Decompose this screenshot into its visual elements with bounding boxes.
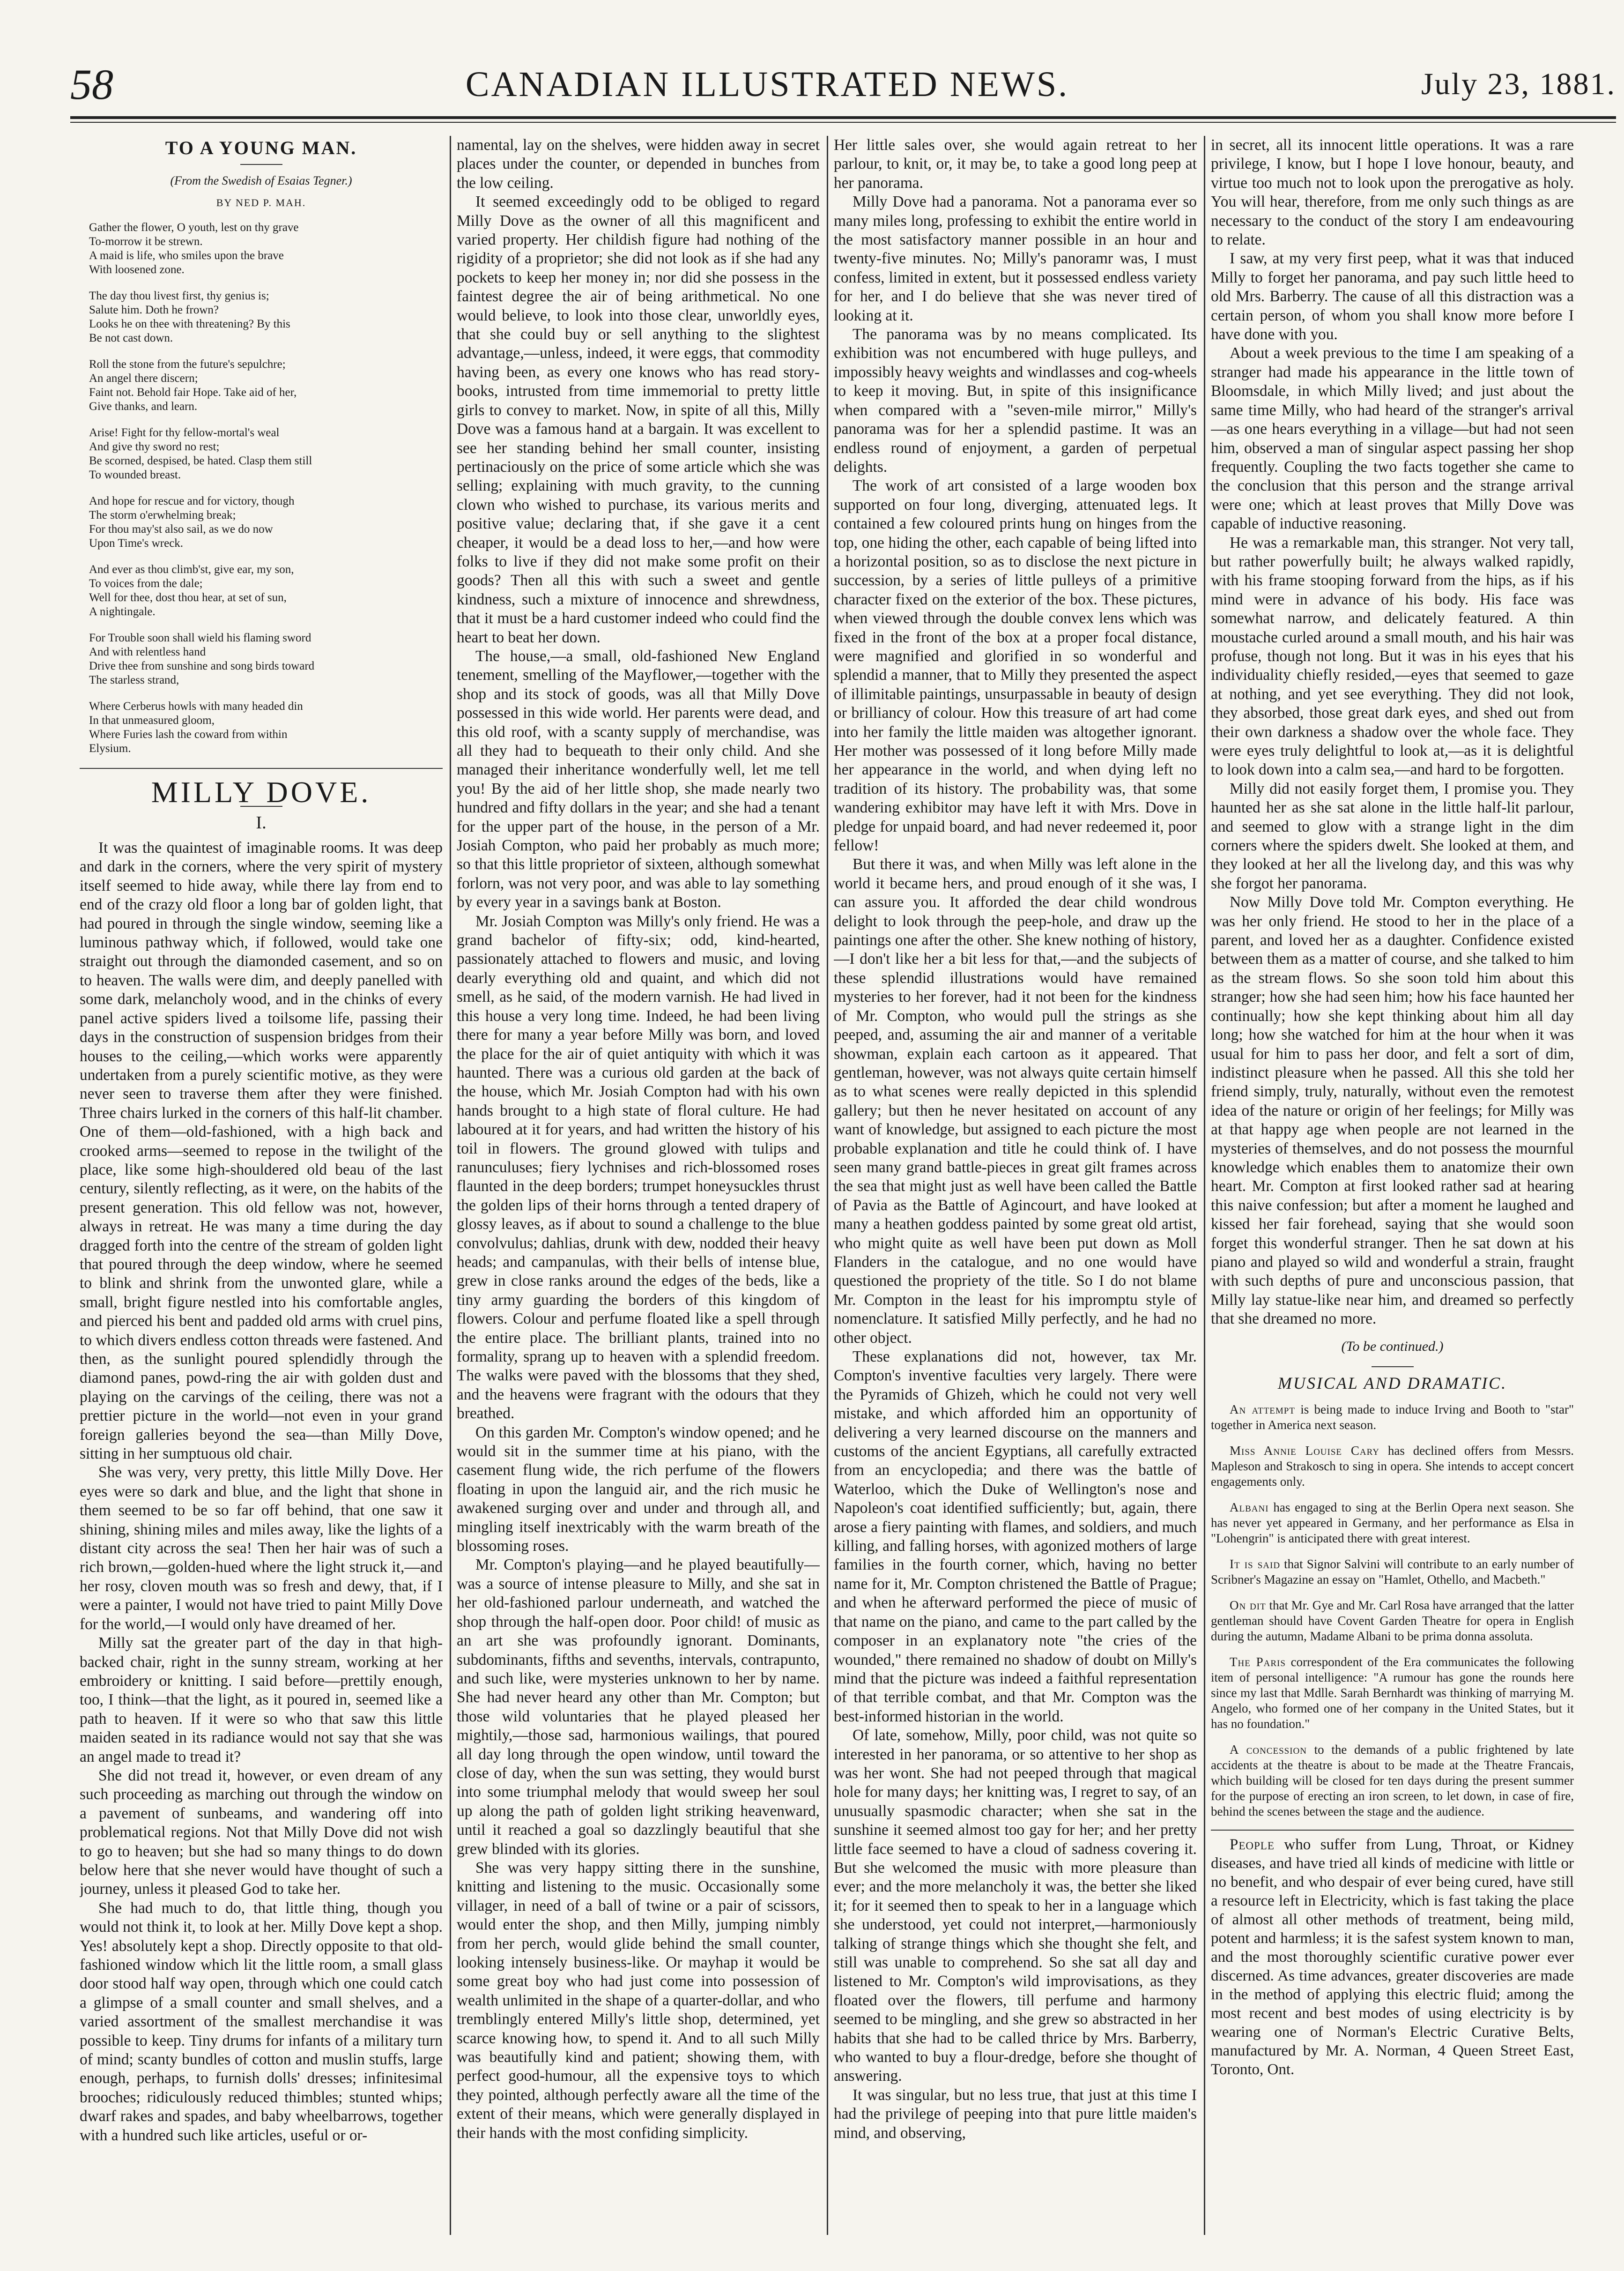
paragraph: The panorama was by no means complicated. Its exhibition was not encumbered with huge pulleys, and impossibly heavy weights and windlasses and cog-wheels to keep it moving. But, in spite of this insignificance when compared with a "seven-mile mirror," Milly's panorama was for her a splendid pastime. It was an endless round of enjoyment, a garden of perpetual delights.	[834, 326, 1197, 476]
note-text: that Mr. Gye and Mr. Carl Rosa have arranged that the latter gentleman should have Covent Garden Theatre for opera in English during the autumn, Madame Albani to be prima donna assoluta.	[1211, 1598, 1574, 1644]
note-text: that Signor Salvini will contribute to an early number of Scribner's Magazine an essay on "Hamlet, Othello, and Macbeth."	[1211, 1557, 1574, 1587]
advert-text: who suffer from Lung, Throat, or Kidney diseases, and have tried all kinds of medicine with little or no benefit, and who despair of ever being cured, have still a resource left in Electricity, which is fast taking the place of almost all other methods of treatment, being mild, potent and harmless; it is the safest system known to man, and the most thoroughly scientific curative power ever discerned. As time advances, greater discoveries are made in the method of applying this electric fluid; among the most recent and best modes of using electricity is by wearing one of Norman's Electric Curative Belts, manufactured by Mr. A. Norman, 4 Queen Street East, Toronto, Ont.	[1211, 1836, 1574, 2078]
paragraph: But there it was, and when Milly was left alone in the world it became hers, and proud enough of it she was, I can assure you. It afforded the dear child wondrous delight to look through the peep-hole, and draw up the paintings one after the other. She knew nothing of history,—I don't like her a bit less for that,—and the subjects of these splendid illustrations would have remained mysteries to her forever, had it not been for the kindness of Mr. Compton, who would pull the strings as she peeped, and, assuming the air and manner of a veritable showman, explain each cartoon as it appeared. That gentleman, however, was not always quite certain himself as to what scenes were really depicted in this splendid gallery; but then he never hesitated on account of any want of knowledge, but assigned to each picture the most probable explanation and title he could think of. I have seen many grand battle-pieces in great gilt frames across the sea that might just as well have been called the Battle of Pavia as the Battle of Agincourt, and have looked at many a heathen goddess painted by some great old artist, who might quite as well have been put down as Moll Flanders in the catalogue, and no one would have questioned the propriety of the title. So I do not blame Mr. Compton in the least for his impromptu style of nomenclature. It satisfied Milly perfectly, and he had no other object.	[834, 856, 1197, 1347]
divider	[1211, 1830, 1574, 1831]
note-lead: It is said	[1230, 1557, 1281, 1571]
paragraph: Mr. Josiah Compton was Milly's only friend. He was a grand bachelor of fifty-six; odd, kind-hearted, passionately attached to flowers and music, and loving dearly everything old and quaint, and which did not smell, as he said, of the modern varnish. He had lived in this house a very long time. Indeed, he had been living there for many a year before Milly was born, and loved the place for the air of quiet antiquity with which it was haunted. There was a curious old garden at the back of the house, which Mr. Josiah Compton had with his own hands brought to a high state of floral culture. He had laboured at it for years, and had written the history of his toil in flowers. The ground glowed with tulips and ranunculuses; fiery lychnises and rich-blossomed roses flaunted in the deep borders; trumpet honeysuckles thrust the golden lips of their horns through a tented drapery of glossy leaves, as if about to sound a challenge to the blue convolvulus; dahlias, drunk with dew, nodded their heavy heads; and campanulas, with their bells of intense blue, grew in close ranks around the edges of the beds, like a tiny army guarding the borders of this kingdom of flowers. Colour and perfume floated like a spell through the entire place. The brilliant plants, trained into no formality, sprang up to heaven with a splendid freedom. The walks were paved with the blossoms that they shed, and the heavens were fragrant with the odours that they breathed.	[457, 912, 820, 1422]
section-title: MUSICAL AND DRAMATIC.	[1277, 1374, 1507, 1392]
note-lead: An attempt	[1230, 1402, 1295, 1417]
divider	[240, 164, 282, 165]
note-lead: The Paris	[1230, 1655, 1286, 1669]
poem-subtitle: (From the Swedish of Esaias Tegner.)	[170, 174, 352, 188]
divider	[1372, 1366, 1414, 1367]
note-text: is being made to induce Irving and Booth to "star" together in America next season.	[1211, 1402, 1574, 1432]
paragraph: She was very happy sitting there in the sunshine, knitting and listening to the music. Occasionally some villager, in need of a ball of twine or a pair of scissors, would enter the shop, and then Milly, jumping nimbly from her perch, would glide behind the small counter, looking intensely business-like. Or mayhap it would be some great boy who had just come into possession of wealth unlimited in the shape of a quarter-dollar, and who tremblingly entered Milly's little shop, determined, yet scarce knowing how, to spend it. And to all such Milly was beautifully kind and patient; showing them, with perfect good-humour, all the expensive toys to which they pointed, although perfectly aware all the time of the extent of their means, which were generally displayed in their hands with the most confiding simplicity.	[457, 1859, 820, 2142]
column-4	[1211, 136, 1574, 2235]
note-text: has engaged to sing at the Berlin Opera next season. She has never yet appeared in Germany, and her performance as Elsa in "Lohengrin" is anticipated there with great interest.	[1211, 1500, 1574, 1546]
story-title: MILLY DOVE.	[151, 775, 371, 809]
poem-stanza: And hope for rescue and for victory, though The storm o'erwhelming break; For thou may'st also sail, as we do now Upon Time's wreck.	[89, 495, 295, 550]
news-note	[1211, 1742, 1574, 1819]
poem-stanza: For Trouble soon shall wield his flaming sword And with relentless hand Drive thee from sunshine and song birds toward The starless strand,	[89, 632, 315, 687]
note-lead: Miss Annie Louise Cary	[1230, 1444, 1379, 1458]
note-text: to the demands of a public frightened by late accidents at the theatre is about to be made at the Theatre Francais, which building will be closed for ten days during the present summer for the purpose of erecting an iron screen, to let down, in case of fire, behind the scenes between the stage and the audience.	[1211, 1742, 1574, 1819]
paragraph: She was very, very pretty, this little Milly Dove. Her eyes were so dark and blue, and the light that shone in them seemed to be so far off behind, that one saw it shining, shining miles and miles away, like the lights of a distant city across the sea! Then her hair was of such a rich brown,—golden-hued where the light struck it,—and her rosy, cloven mouth was so fresh and dewy, that, if I were a painter, I would not have tried to paint Milly Dove for the world,—I would only have dreamed of her.	[80, 1464, 443, 1633]
column-2	[457, 136, 820, 2235]
paragraph: The work of art consisted of a large wooden box supported on four long, diverging, attenuated legs. It contained a few coloured prints hung on hinges from the top, one hiding the other, each capable of being lifted into a horizontal position, so as to disclose the next picture in succession, by a series of little pulleys of a primitive character fixed on the exterior of the box. These pictures, when viewed through the double convex lens which was fixed in the front of the box at a proper focal distance, were magnified and glorified in so wonderful and splendid a manner, that to Milly they presented the aspect of illimitable paintings, unsurpassable in beauty of design or brilliancy of colour. How this treasure of art had come into her family the little maiden was altogether ignorant. Her mother was possessed of it long before Milly made her appearance in the world, and when dying left no tradition of its history. The probability was, that some wandering exhibitor may have left it with Mrs. Dove in pledge for unpaid board, and had never redeemed it, poor fellow!	[834, 477, 1197, 855]
news-note	[1211, 1500, 1574, 1546]
issue-date: July 23, 1881.	[1421, 67, 1616, 101]
paragraph: The house,—a small, old-fashioned New England tenement, smelling of the Mayflower,—together with the shop and its stock of goods, was all that Milly Dove possessed in this wide world. Her parents were dead, and this old roof, with a scanty supply of merchandise, was all they had to bequeath to their only child. And she managed their inheritance wonderfully well, let me tell you! By the aid of her little shop, she made nearly two hundred and fifty dollars in the year; and she had a tenant for the upper part of the house, in the person of a Mr. Josiah Compton, who paid her probably as much more; so that this little proprietor of sixteen, although somewhat forlorn, was not very poor, and was able to lay something by every year in a savings bank at Boston.	[457, 647, 820, 911]
poem-title: TO A YOUNG MAN.	[165, 137, 357, 158]
to-be-continued: (To be continued.)	[1341, 1338, 1444, 1354]
column-1	[80, 136, 443, 2235]
paragraph: Mr. Compton's playing—and he played beautifully—was a source of intense pleasure to Milly, and she sat in her old-fashioned parlour underneath, and watched the shop through the half-open door. Poor child! of music as an art she was profoundly ignorant. Dominants, subdominants, fifths and sevenths, intervals, contrapunto, and such like, were mysteries unknown to her by name. She had never heard any other than Mr. Compton; but those wild voluntaries that he played pleased her mightily,—those sad, harmonious wailings, that poured all day long through the open window, until toward the close of day, when the sun was setting, they would burst into some triumphal melody that would sweep her soul up along the path of golden light striking heavenward, until it reached a goal so dazzlingly beautiful that she grew blinded with its glories.	[457, 1556, 820, 1858]
paragraph: She did not tread it, however, or even dream of any such proceeding as marching out through the window on a pavement of sunbeams, and wandering off into problematical regions. Not that Milly Dove did not wish to go to heaven; but she had so many things to do down below here that she never would have thought of such a journey, unless it pleased God to take her.	[80, 1766, 443, 1898]
poem-stanza: And ever as thou climb'st, give ear, my son, To voices from the dale; Well for thee, dost thou hear, at set of sun, A nightingale.	[89, 563, 294, 618]
paragraph: On this garden Mr. Compton's window opened; and he would sit in the summer time at his piano, with the casement flung wide, the rich perfume of the flowers floating in upon the languid air, and the rich music he awakened surging over and under and through all, and mingling itself inextricably with the warm breath of the blossoming roses.	[457, 1423, 820, 1555]
paragraph: About a week previous to the time I am speaking of a stranger had made his appearance in the little town of Bloomsdale, in which Milly lived; and just about the same time Milly, who had heard of the stranger's arrival—as one hears everything in a village—but had not seen him, observed a man of singular aspect passing her shop frequently. Coupling the two facts together she came to the conclusion that this person and the strange arrival were one; which at least proves that Milly Dove was capable of inductive reasoning.	[1211, 344, 1574, 533]
paragraph: Milly Dove had a panorama. Not a panorama ever so many miles long, professing to exhibit the entire world in the most satisfactory manner possible in an hour and twenty-five minutes. No; Milly's panoramr was, I must confess, limited in extent, but it possessed endless variety for her, and I do believe that she was never tired of looking at it.	[834, 193, 1197, 324]
news-note	[1211, 1654, 1574, 1732]
column-divider	[1204, 136, 1205, 2235]
poem-stanza: Gather the flower, O youth, lest on thy grave To-morrow it be strewn. A maid is life, who smiles upon the brave With loosened zone.	[89, 221, 299, 276]
poem-author: BY NED P. MAH.	[216, 196, 306, 208]
poem-stanza: Arise! Fight for thy fellow-mortal's weal And give thy sword no rest; Be scorned, despised, be hated. Clasp them still To wounded breast.	[89, 426, 312, 482]
column-divider	[450, 136, 451, 2235]
masthead-rule	[70, 116, 1616, 119]
paragraph: These explanations did not, however, tax Mr. Compton's inventive faculties very largely. There were the Pyramids of Ghizeh, which he could not very well mistake, and which afforded him an opportunity of delivering a very learned discourse on the manners and customs of the ancient Egyptians, all carefully extracted from an encyclopedia; and there was the battle of Waterloo, which the Duke of Wellington's nose and Napoleon's coat identified sufficiently; but, again, there arose a fiery painting with flames, and soldiers, and much killing, and falling horses, with agonized mothers of large families in the fourth corner, which, having no better name for it, Mr. Compton christened the Battle of Prague; and when he afterward performed the piece of music of that name on the piano, and came to the part called by the composer in an explanatory note "the cries of the wounded," there remained no shadow of doubt on Milly's mind that the picture was indeed a faithful representation of that terrible combat, and that Mr. Compton was the best-informed historian in the world.	[834, 1348, 1197, 1725]
news-note	[1211, 1598, 1574, 1644]
note-text: has declined offers from Messrs. Mapleson and Strakosch to sing in opera. She intends to accept concert engagements only.	[1211, 1444, 1574, 1489]
paragraph: in secret, all its innocent little operations. It was a rare privilege, I know, but I hope I love honour, beauty, and virtue too much not to look upon the prerogative as holy. You will hear, therefore, from me only such things as are necessary to the conduct of the story I am endeavouring to relate.	[1211, 136, 1574, 249]
news-notes	[1211, 1402, 1574, 1819]
paragraph: namental, lay on the shelves, were hidden away in secret places under the counter, or depended in bunches from the low ceiling.	[457, 136, 820, 192]
page-number: 58	[70, 60, 113, 108]
news-note	[1211, 1443, 1574, 1489]
masthead-rule-thin	[70, 122, 1616, 123]
paragraph: He was a remarkable man, this stranger. Not very tall, but rather powerfully built; he always walked rapidly, with his frame stooping forward from the hips, as if his mind were in advance of his body. His face was somewhat narrow, and delicately featured. A thin moustache curled around a small mouth, and his hair was profuse, though not long. But it was in his eyes that his individuality chiefly resided,—eyes that seemed to gaze at nothing, and yet see everything. They did not look, they absorbed, those great dark eyes, and shed out from their own darkness a shadow over the whole face. They were eyes truly delightful to look at,—as it is delightful to look down into a calm sea,—and hard to be forgotten.	[1211, 534, 1574, 779]
paragraph: Of late, somehow, Milly, poor child, was not quite so interested in her panorama, or so attentive to her shop as was her wont. She had not peeped through that magical hole for many days; her knitting was, I regret to say, of an unusually spasmodic character; when she sat in the sunshine it seemed almost too gay for her; and her pretty little face seemed to have a cloud of sadness covering it. But she welcomed the music with more pleasure than ever; and the more melancholy it was, the better she liked it; for it seemed then to speak to her in a language which she understood, yet could not interpret,—harmoniously talking of strange things which she thought she felt, and still was unable to comprehend. So she sat all day and listened to Mr. Compton's wild improvisations, as they floated over the flowers, till perfume and harmony seemed to be mingling, and she grew so abstracted in her habits that she had to be called thrice by Mrs. Barberry, who wanted to buy a flour-dredge, before she thought of answering.	[834, 1727, 1197, 2085]
paragraph: It was the quaintest of imaginable rooms. It was deep and dark in the corners, where the very spirit of mystery itself seemed to hide away, while there lay from end to end of the crazy old floor a long bar of golden light, that had poured in through the single window, seeming like a luminous pathway which, if followed, would take one straight out through the diamonded casement, and so on to heaven. The walls were dim, and deeply panelled with some dark, melancholy wood, and in the chinks of every panel active spiders lived a toilsome life, passing their days in the construction of suspension bridges from their houses to the ceiling,—which works were apparently undertaken from a purely scientific motive, as they were never seen to traverse them after they were finished. Three chairs lurked in the corners of this half-lit chamber. One of them—old-fashioned, with a high back and crooked arms—seemed to repose in the twilight of the place, like some high-shouldered old beau of the last century, silently reflecting, as it were, on the habits of the present generation. This old fellow was not, however, always in retreat. He was many a time during the day dragged forth into the centre of the stream of golden light that poured through the deep window, where he seemed to blink and shrink from the unwonted glare, while a small, bright figure nestled into his comfortable angles, and pierced his bent and padded old arms with cruel pins, to which divers endless cotton threads were fastened. And then, as the sunlight poured splendidly through the diamond panes, powd-ring the air with golden dust and playing on the carvings of the ceiling, there was not a prettier picture in the world—not even in your grand foreign galleries beyond the sea—than Milly Dove, sitting in her sumptuous old chair.	[80, 839, 443, 1463]
advert-lead: People	[1230, 1836, 1275, 1854]
news-note	[1211, 1402, 1574, 1433]
paragraph: Milly sat the greater part of the day in that high-backed chair, right in the sunny stream, working at her embroidery or knitting. I said before—prettily enough, too, I think—that the light, as it poured in, seemed like a path to heaven. If it were so who that saw this little maiden seated in its radiance would not say that she was an angel made to tread it?	[80, 1634, 443, 1765]
note-lead: A concession	[1230, 1742, 1307, 1757]
column-3	[834, 136, 1197, 2235]
paragraph: She had much to do, that little thing, though you would not think it, to look at her. Milly Dove kept a shop. Yes! absolutely kept a shop. Directly opposite to that old-fashioned window which lit the little room, a small glass door stood half way open, through which one could catch a glimpse of a small counter and small shelves, and a varied assortment of the smallest merchandise it was possible to keep. Tiny drums for infants of a military turn of mind; scanty bundles of cotton and muslin stuffs, large enough, perhaps, to furnish dolls' dresses; infinitesimal brooches; ridiculously reduced thimbles; stunted whips; dwarf rakes and spades, and baby wheelbarrows, together with a hundred such like articles, useful or or-	[80, 1899, 443, 2144]
column-divider	[827, 136, 828, 2235]
poem-stanza: Roll the stone from the future's sepulchre; An angel there discern; Faint not. Behold fair Hope. Take aid of her, Give thanks, and learn.	[89, 358, 297, 413]
paragraph: Now Milly Dove told Mr. Compton everything. He was her only friend. He stood to her in the place of a parent, and loved her as a daughter. Confidence existed between them as a matter of course, and she talked to him as the stream flows. So she soon told him about this stranger; how she had seen him; how his face haunted her continually; how she kept thinking about him all day long; how she watched for him at the hour when it was usual for him to pass her door, and felt a sort of dim, indistinct pleasure when he passed. All this she told her friend simply, truly, naturally, without even the remotest idea of the nature or origin of her feelings; for Milly was at that happy age when people are not learned in the mysteries of themselves, and do not possess the mournful knowledge which enables them to anatomize their own heart. Mr. Compton at first looked rather sad at hearing this naive confession; but after a moment he laughed and kissed her fair forehead, saying that she would soon forget this wonderful stranger. Then he sat down at his piano and played so wild and wonderful a strain, fraught with such depths of pure and unconscious passion, that Milly lay statue-like near him, and dreamed so perfectly that she dreamed no more.	[1211, 894, 1574, 1328]
advertisement	[1211, 1835, 1574, 2079]
paragraph: Milly did not easily forget them, I promise you. They haunted her as she sat alone in the little half-lit parlour, and seemed to glow with a strange light in the dim corners where the spiders dwelt. She looked at them, and they looked at her all the livelong day, and this was why she forgot her panorama.	[1211, 780, 1574, 892]
note-lead: On dit	[1230, 1598, 1266, 1613]
paragraph: I saw, at my very first peep, what it was that induced Milly to forget her panorama, and pay such little heed to old Mrs. Barberry. The cause of all this distraction was a certain person, of whom you shall know more before I have done with you.	[1211, 250, 1574, 343]
news-note	[1211, 1556, 1574, 1587]
divider	[80, 768, 443, 769]
poem-stanza: The day thou livest first, thy genius is; Salute him. Doth he frown? Looks he on thee with threatening? By this Be not cast down.	[89, 290, 290, 345]
newspaper-title: CANADIAN ILLUSTRATED NEWS.	[465, 64, 1069, 104]
paragraph: It was singular, but no less true, that just at this time I had the privilege of peeping into that pure little maiden's mind, and observing,	[834, 2086, 1197, 2142]
poem-stanza: Where Cerberus howls with many headed din In that unmeasured gloom, Where Furies lash the coward from within Elysium.	[89, 700, 303, 755]
paragraph: Her little sales over, she would again retreat to her parlour, to knit, or, it may be, to take a good long peep at her panorama.	[834, 136, 1197, 192]
chapter-number: I.	[256, 812, 267, 833]
masthead	[70, 56, 1616, 112]
note-lead: Albani	[1230, 1500, 1269, 1515]
paragraph: It seemed exceedingly odd to be obliged to regard Milly Dove as the owner of all this magnificent and varied property. Her childish figure had nothing of the rigidity of a proprietor; she did not look as if she had any pockets to keep her money in; nor did she possess in the faintest degree the air of being arithmetical. No one would believe, to look into those clear, unworldly eyes, that she could buy or sell anything to the slightest advantage,—unless, indeed, it were eggs, that commodity having been, as every one knows who has read story-books, intrusted from time immemorial to pretty little girls to convey to market. Now, in spite of all this, Milly Dove was a famous hand at a bargain. It was excellent to see her standing behind her small counter, insisting pertinaciously on the price of some article which she was selling; explaining with much gravity, to the cunning clown who wished to purchase, its various merits and positive value; declaring that, if she gave it a cent cheaper, it would be a dead loss to her,—and how were folks to live if they did not make some profit on their goods? Then all this with such a sweet and gentle kindness, such a mixture of innocence and shrewdness, that it must be a hard customer indeed who could find the heart to beat her down.	[457, 193, 820, 646]
note-text: correspondent of the Era communicates the following item of personal intelligence: "A rumour has gone the rounds here since my last that Mdlle. Sarah Bernhardt was thinking of marrying M. Angelo, who formed one of her company in the United States, but it has no foundation."	[1211, 1655, 1574, 1731]
